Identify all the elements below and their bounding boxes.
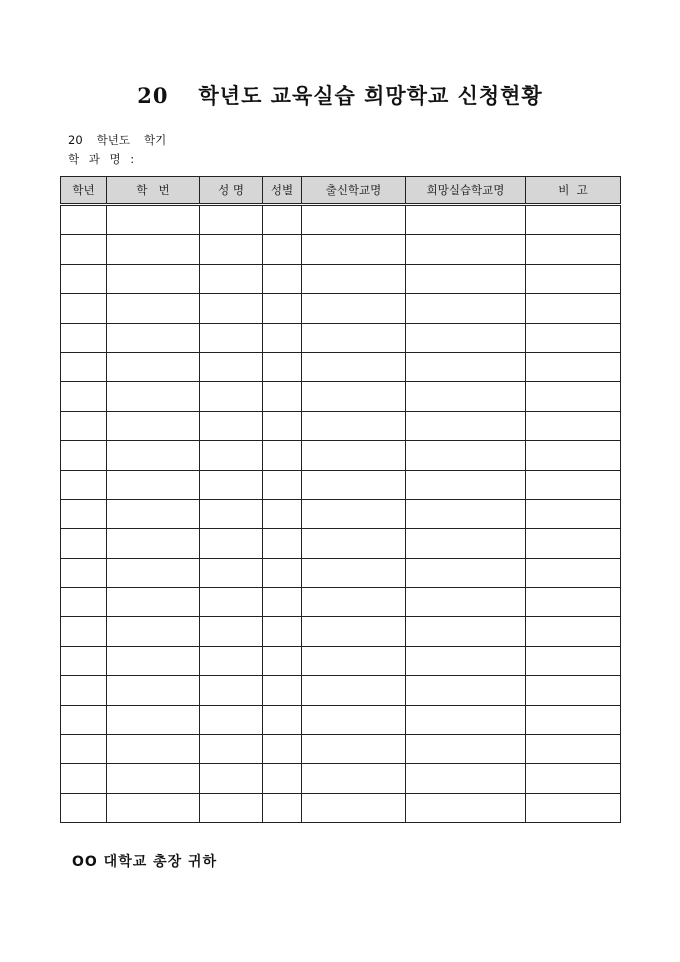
table-cell[interactable] [302,735,406,764]
table-cell[interactable] [302,382,406,411]
table-cell[interactable] [406,382,526,411]
table-cell[interactable] [200,499,263,528]
table-cell[interactable] [107,529,200,558]
table-cell[interactable] [406,764,526,793]
table-cell[interactable] [263,264,302,293]
table-cell[interactable] [263,705,302,734]
table-cell[interactable] [263,294,302,323]
table-cell[interactable] [406,617,526,646]
table-row [61,617,621,646]
table-cell[interactable] [406,323,526,352]
table-cell[interactable] [302,529,406,558]
semester-label: 학기 [143,133,167,147]
table-cell[interactable] [406,793,526,822]
table-cell[interactable] [526,705,621,734]
header-origin-school: 출신학교명 [302,177,406,205]
table-cell[interactable] [263,764,302,793]
table-cell[interactable] [406,205,526,235]
table-cell[interactable] [61,764,107,793]
table-cell[interactable] [526,323,621,352]
table-row [61,323,621,352]
table-cell[interactable] [526,382,621,411]
table-row [61,352,621,381]
header-name: 성 명 [200,177,263,205]
table-cell[interactable] [526,411,621,440]
table-cell[interactable] [107,205,200,235]
table-cell[interactable] [263,617,302,646]
table-cell[interactable] [302,411,406,440]
table-cell[interactable] [200,529,263,558]
document-title [0,80,680,110]
year-label: 학년도 [96,133,130,147]
table-cell[interactable] [263,646,302,675]
table-cell[interactable] [61,558,107,587]
title-text: 학년도 교육실습 희망학교 신청현황 [198,83,543,108]
table-cell[interactable] [107,764,200,793]
table-cell[interactable] [263,588,302,617]
title-year-prefix: 20 [137,83,169,108]
table-cell[interactable] [107,676,200,705]
table-cell[interactable] [200,764,263,793]
table-cell[interactable] [526,499,621,528]
table-cell[interactable] [302,676,406,705]
table-cell[interactable] [263,235,302,264]
table-cell[interactable] [200,382,263,411]
table-cell[interactable] [302,205,406,235]
table-cell[interactable] [302,235,406,264]
table-row [61,499,621,528]
table-row [61,558,621,587]
table-cell[interactable] [526,676,621,705]
table-cell[interactable] [526,735,621,764]
table-row [61,764,621,793]
table-cell[interactable] [200,205,263,235]
table-body [61,205,621,823]
header-gender: 성별 [263,177,302,205]
table-cell[interactable] [263,411,302,440]
table-cell[interactable] [263,441,302,470]
table-cell[interactable] [200,470,263,499]
table-cell[interactable] [107,441,200,470]
table-cell[interactable] [61,529,107,558]
table-row [61,676,621,705]
addressee: OO 대학교 총장 귀하 [72,854,218,870]
table-cell[interactable] [200,558,263,587]
table-cell[interactable] [107,382,200,411]
table-cell[interactable] [263,205,302,235]
table-cell[interactable] [302,558,406,587]
table-cell[interactable] [200,411,263,440]
table-row [61,705,621,734]
table-cell[interactable] [107,352,200,381]
table-cell[interactable] [107,294,200,323]
table-cell[interactable] [302,793,406,822]
table-cell[interactable] [263,470,302,499]
table-cell[interactable] [302,588,406,617]
table-cell[interactable] [263,323,302,352]
table-cell[interactable] [107,588,200,617]
table-cell[interactable] [263,499,302,528]
table-cell[interactable] [526,529,621,558]
department-label: 학 과 명 : [68,152,138,166]
table-row [61,735,621,764]
table-cell[interactable] [526,764,621,793]
table-row [61,264,621,293]
table-row [61,235,621,264]
table-cell[interactable] [200,676,263,705]
table-cell[interactable] [200,352,263,381]
table-cell[interactable] [200,646,263,675]
table-cell[interactable] [526,558,621,587]
table-row [61,588,621,617]
table-cell[interactable] [302,470,406,499]
table-cell[interactable] [406,352,526,381]
table-cell[interactable] [61,205,107,235]
table-cell[interactable] [406,646,526,675]
table-cell[interactable] [406,588,526,617]
table-cell[interactable] [526,352,621,381]
table-cell[interactable] [61,382,107,411]
table-cell[interactable] [302,764,406,793]
table-cell[interactable] [61,793,107,822]
table-cell[interactable] [107,793,200,822]
table-cell[interactable] [406,441,526,470]
table-cell[interactable] [263,382,302,411]
table-row [61,382,621,411]
table-row [61,793,621,822]
table-cell[interactable] [107,735,200,764]
table-cell[interactable] [200,235,263,264]
table-cell[interactable] [107,470,200,499]
table-cell[interactable] [61,499,107,528]
table-cell[interactable] [263,793,302,822]
table-cell[interactable] [61,705,107,734]
table-cell[interactable] [526,205,621,235]
table-row [61,411,621,440]
table-cell[interactable] [526,646,621,675]
table-cell[interactable] [526,235,621,264]
year-semester-line [68,132,166,148]
table-cell[interactable] [200,793,263,822]
table-cell[interactable] [61,470,107,499]
table-cell[interactable] [200,294,263,323]
table-cell[interactable] [406,235,526,264]
table-row [61,470,621,499]
table-cell[interactable] [200,588,263,617]
table-cell[interactable] [263,735,302,764]
table-cell[interactable] [200,264,263,293]
table-cell[interactable] [302,499,406,528]
table-cell[interactable] [61,264,107,293]
table-row [61,441,621,470]
table-cell[interactable] [61,441,107,470]
header-desired-school: 희망실습학교명 [406,177,526,205]
header-student-id: 학 번 [107,177,200,205]
table-cell[interactable] [61,646,107,675]
table-cell[interactable] [302,264,406,293]
table-cell[interactable] [107,411,200,440]
table-cell[interactable] [302,646,406,675]
table-cell[interactable] [302,705,406,734]
table-cell[interactable] [526,793,621,822]
table-cell[interactable] [107,617,200,646]
table-cell[interactable] [61,676,107,705]
table-cell[interactable] [200,735,263,764]
table-cell[interactable] [526,470,621,499]
table-cell[interactable] [302,323,406,352]
table-cell[interactable] [200,705,263,734]
table-cell[interactable] [406,705,526,734]
table-cell[interactable] [61,235,107,264]
table-cell[interactable] [107,323,200,352]
table-cell[interactable] [302,294,406,323]
table-cell[interactable] [526,441,621,470]
table-cell[interactable] [107,264,200,293]
table-cell[interactable] [107,646,200,675]
table-cell[interactable] [263,352,302,381]
table-cell[interactable] [61,735,107,764]
table-cell[interactable] [302,441,406,470]
table-cell[interactable] [107,558,200,587]
table-cell[interactable] [263,529,302,558]
table-row [61,646,621,675]
table-cell[interactable] [526,264,621,293]
table-cell[interactable] [406,294,526,323]
table-row [61,205,621,235]
table-cell[interactable] [526,617,621,646]
table-cell[interactable] [302,352,406,381]
table-cell[interactable] [107,705,200,734]
table-cell[interactable] [406,499,526,528]
table-cell[interactable] [200,617,263,646]
table-cell[interactable] [406,676,526,705]
header-grade: 학년 [61,177,107,205]
table-cell[interactable] [61,411,107,440]
table-row [61,529,621,558]
table-cell[interactable] [61,588,107,617]
table-header-row [61,177,621,205]
table-cell[interactable] [406,264,526,293]
table-cell[interactable] [526,588,621,617]
table-cell[interactable] [406,558,526,587]
table-cell[interactable] [61,323,107,352]
application-table [60,176,621,823]
header-remarks: 비 고 [526,177,621,205]
table-cell[interactable] [526,294,621,323]
table-cell[interactable] [61,294,107,323]
table-cell[interactable] [200,323,263,352]
table-cell[interactable] [107,235,200,264]
table-cell[interactable] [406,529,526,558]
table-cell[interactable] [263,676,302,705]
year-prefix: 20 [68,133,83,147]
table-cell[interactable] [200,441,263,470]
table-cell[interactable] [107,499,200,528]
table-cell[interactable] [61,617,107,646]
table-row [61,294,621,323]
table-cell[interactable] [406,735,526,764]
table-cell[interactable] [263,558,302,587]
table-cell[interactable] [61,352,107,381]
table-cell[interactable] [406,411,526,440]
table-cell[interactable] [302,617,406,646]
table-cell[interactable] [406,470,526,499]
